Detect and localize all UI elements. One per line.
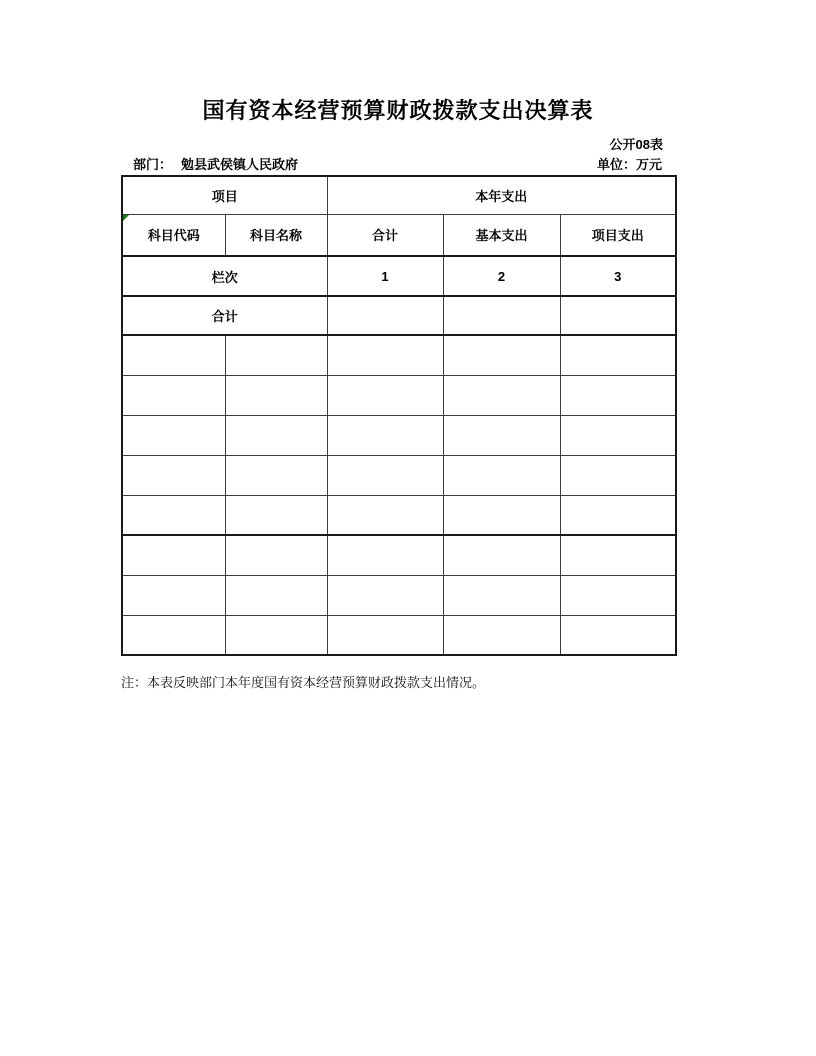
table-row <box>122 415 676 455</box>
footnote: 注：本表反映部门本年度国有资本经营预算财政拨款支出情况。 <box>121 675 486 690</box>
total-row-label: 合计 <box>122 296 327 335</box>
excel-error-marker-icon <box>123 215 129 221</box>
empty-data-cell <box>122 575 225 615</box>
lane-col-3: 3 <box>560 256 676 296</box>
empty-data-cell <box>122 375 225 415</box>
empty-data-cell <box>443 375 560 415</box>
total-value-basic <box>443 296 560 335</box>
empty-data-cell <box>122 455 225 495</box>
empty-data-cell <box>122 495 225 535</box>
header-subject-code-label: 科目代码 <box>147 228 200 244</box>
table-row <box>122 535 676 575</box>
table-row <box>122 615 676 655</box>
department-line <box>133 154 298 173</box>
page-title: 国有资本经营预算财政拨款支出决算表 <box>202 98 594 123</box>
empty-data-cell <box>122 535 225 575</box>
table-code-label: 公开08表 <box>609 137 663 152</box>
empty-data-cell <box>443 455 560 495</box>
empty-data-cell <box>443 335 560 375</box>
header-subject-code <box>122 214 225 256</box>
header-current-year-expenditure: 本年支出 <box>327 176 676 214</box>
table-row <box>122 375 676 415</box>
empty-data-cell <box>443 415 560 455</box>
department-value: 勉县武侯镇人民政府 <box>181 156 299 172</box>
empty-data-cell <box>225 335 327 375</box>
empty-data-cell <box>560 615 676 655</box>
header-subject-name: 科目名称 <box>225 214 327 256</box>
empty-data-cell <box>560 415 676 455</box>
lane-col-2: 2 <box>443 256 560 296</box>
table-row <box>122 495 676 535</box>
empty-data-cell <box>327 335 443 375</box>
empty-data-cell <box>225 575 327 615</box>
empty-data-cell <box>327 495 443 535</box>
empty-data-cell <box>560 375 676 415</box>
empty-data-cell <box>327 575 443 615</box>
empty-data-cell <box>560 335 676 375</box>
empty-data-cell <box>443 575 560 615</box>
total-row <box>122 296 676 335</box>
lane-col-1: 1 <box>327 256 443 296</box>
unit-label: 单位：万元 <box>596 156 662 172</box>
empty-data-cell <box>443 535 560 575</box>
expenditure-table <box>121 175 677 656</box>
empty-data-cell <box>560 535 676 575</box>
table-header-row-2 <box>122 214 676 256</box>
lane-label: 栏次 <box>122 256 327 296</box>
empty-data-cell <box>225 375 327 415</box>
empty-data-cell <box>327 375 443 415</box>
document-content <box>121 0 675 691</box>
empty-data-cell <box>443 495 560 535</box>
empty-data-cell <box>225 455 327 495</box>
empty-data-cell <box>122 335 225 375</box>
empty-data-cell <box>122 415 225 455</box>
empty-data-cell <box>225 415 327 455</box>
column-index-row <box>122 256 676 296</box>
header-total: 合计 <box>327 214 443 256</box>
department-label: 部门： <box>133 156 173 172</box>
empty-data-cell <box>225 535 327 575</box>
empty-data-cell <box>560 575 676 615</box>
empty-data-cell <box>327 535 443 575</box>
empty-data-cell <box>327 415 443 455</box>
total-value-total <box>327 296 443 335</box>
table-row <box>122 575 676 615</box>
empty-data-cell <box>122 615 225 655</box>
header-project: 项目 <box>122 176 327 214</box>
header-basic-expenditure: 基本支出 <box>443 214 560 256</box>
empty-data-cell <box>560 455 676 495</box>
empty-data-cell <box>225 495 327 535</box>
empty-data-cell <box>327 615 443 655</box>
total-value-project <box>560 296 676 335</box>
header-project-expenditure: 项目支出 <box>560 214 676 256</box>
meta-row <box>121 155 675 171</box>
table-row <box>122 455 676 495</box>
empty-data-cell <box>225 615 327 655</box>
empty-data-cell <box>443 615 560 655</box>
empty-data-cell <box>327 455 443 495</box>
table-row <box>122 335 676 375</box>
table-header-row-1 <box>122 176 676 214</box>
empty-data-cell <box>560 495 676 535</box>
